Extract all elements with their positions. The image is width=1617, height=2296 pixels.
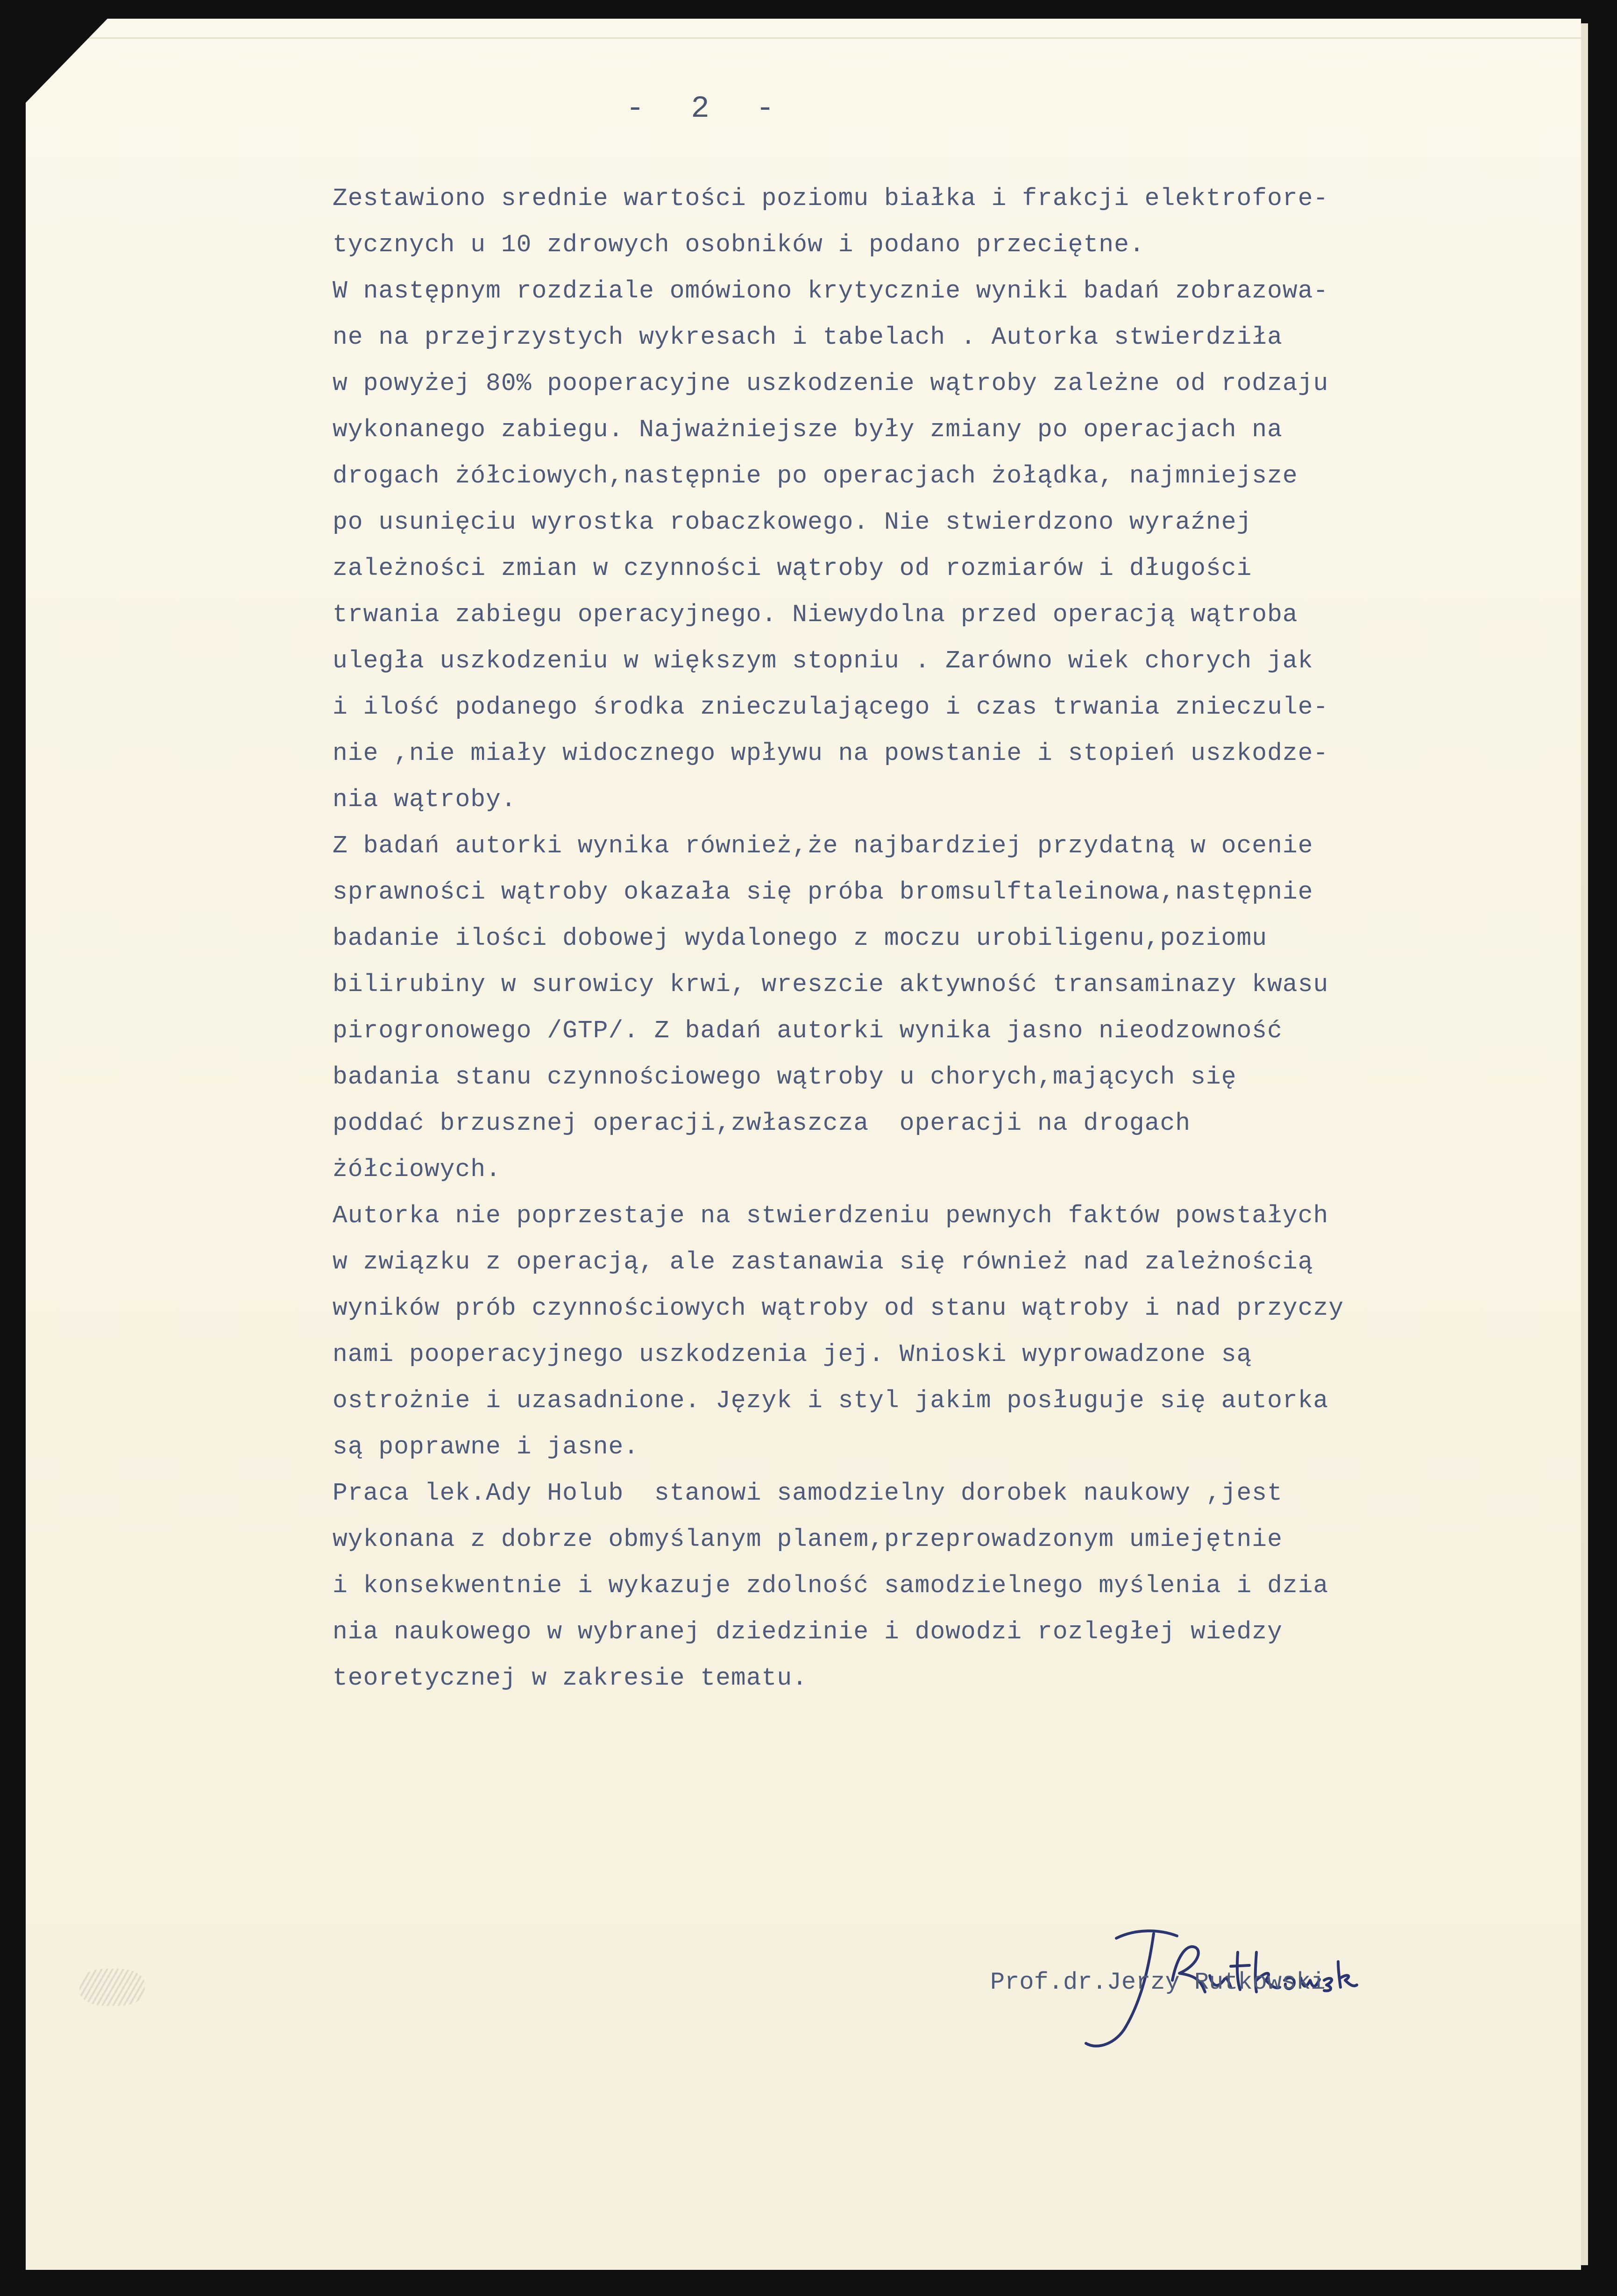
text-line: teoretycznej w zakresie tematu. xyxy=(333,1664,808,1692)
text-line: trwania zabiegu operacyjnego. Niewydolna przed operacją wątroba xyxy=(333,601,1298,629)
text-line: uległa uszkodzeniu w większym stopniu . Zarówno wiek chorych jak xyxy=(333,647,1313,675)
text-line: nami pooperacyjnego uszkodzenia jej. Wnioski wyprowadzone są xyxy=(333,1340,1252,1368)
text-line: sprawności wątroby okazała się próba bromsulftaleinowa,następnie xyxy=(333,878,1313,906)
text-line: w związku z operacją, ale zastanawia się również nad zależnością xyxy=(333,1248,1313,1276)
text-line: zależności zmian w czynności wątroby od rozmiarów i długości xyxy=(333,554,1252,582)
text-line: Zestawiono srednie wartości poziomu białka i frakcji elektrofore- xyxy=(333,184,1329,213)
text-line: ostrożnie i uzasadnione. Język i styl jakim posługuje się autorka xyxy=(333,1387,1329,1415)
text-line: wykonanego zabiegu. Najważniejsze były zmiany po operacjach na xyxy=(333,416,1283,444)
text-line: wykonana z dobrze obmyślanym planem,przeprowadzonym umiejętnie xyxy=(333,1525,1283,1553)
text-line: badanie ilości dobowej wydalonego z moczu urobiligenu,poziomu xyxy=(333,924,1268,952)
text-line: nia naukowego w wybranej dziedzinie i dowodzi rozległej wiedzy xyxy=(333,1618,1283,1646)
text-line: żółciowych. xyxy=(333,1155,501,1183)
text-line: ne na przejrzystych wykresach i tabelach . Autorka stwierdziła xyxy=(333,323,1283,351)
text-line: Autorka nie poprzestaje na stwierdzeniu pewnych faktów powstałych xyxy=(333,1202,1329,1230)
paper-fold-line xyxy=(26,37,1581,39)
text-line: drogach żółciowych,następnie po operacjach żołądka, najmniejsze xyxy=(333,462,1298,490)
text-line: i konsekwentnie i wykazuje zdolność samodzielnego myślenia i dzia xyxy=(333,1572,1329,1600)
text-line: wyników prób czynnościowych wątroby od stanu wątroby i nad przyczy xyxy=(333,1294,1344,1322)
text-line: tycznych u 10 zdrowych osobników i podano przeciętne. xyxy=(333,231,1145,259)
text-line: nia wątroby. xyxy=(333,786,517,814)
text-line: Praca lek.Ady Holub stanowi samodzielny dorobek naukowy ,jest xyxy=(333,1479,1283,1507)
text-line: nie ,nie miały widocznego wpływu na powstanie i stopień uszkodze- xyxy=(333,739,1329,767)
review-body-text xyxy=(333,176,1584,1701)
text-line: W następnym rozdziale omówiono krytycznie wyniki badań zobrazowa- xyxy=(333,277,1329,305)
text-line: poddać brzusznej operacji,zwłaszcza operacji na drogach xyxy=(333,1109,1191,1137)
text-line: są poprawne i jasne. xyxy=(333,1433,639,1461)
text-line: i ilość podanego środka znieczulającego i czas trwania znieczule- xyxy=(333,693,1329,721)
signatory-name: Prof.dr.Jerzy Rutkowski xyxy=(990,1969,1326,1996)
text-line: bilirubiny w surowicy krwi, wreszcie aktywność transaminazy kwasu xyxy=(333,971,1329,999)
text-line: pirogronowego /GTP/. Z badań autorki wynika jasno nieodzowność xyxy=(333,1017,1283,1045)
text-line: Z badań autorki wynika również,że najbardziej przydatną w ocenie xyxy=(333,832,1313,860)
text-line: w powyżej 80% pooperacyjne uszkodzenie wątroby zależne od rodzaju xyxy=(333,369,1329,397)
page-number: - 2 - xyxy=(626,91,789,126)
ink-smudge xyxy=(79,1969,145,2006)
text-line: badania stanu czynnościowego wątroby u chorych,mających się xyxy=(333,1063,1237,1091)
text-line: po usunięciu wyrostka robaczkowego. Nie stwierdzono wyraźnej xyxy=(333,508,1252,536)
